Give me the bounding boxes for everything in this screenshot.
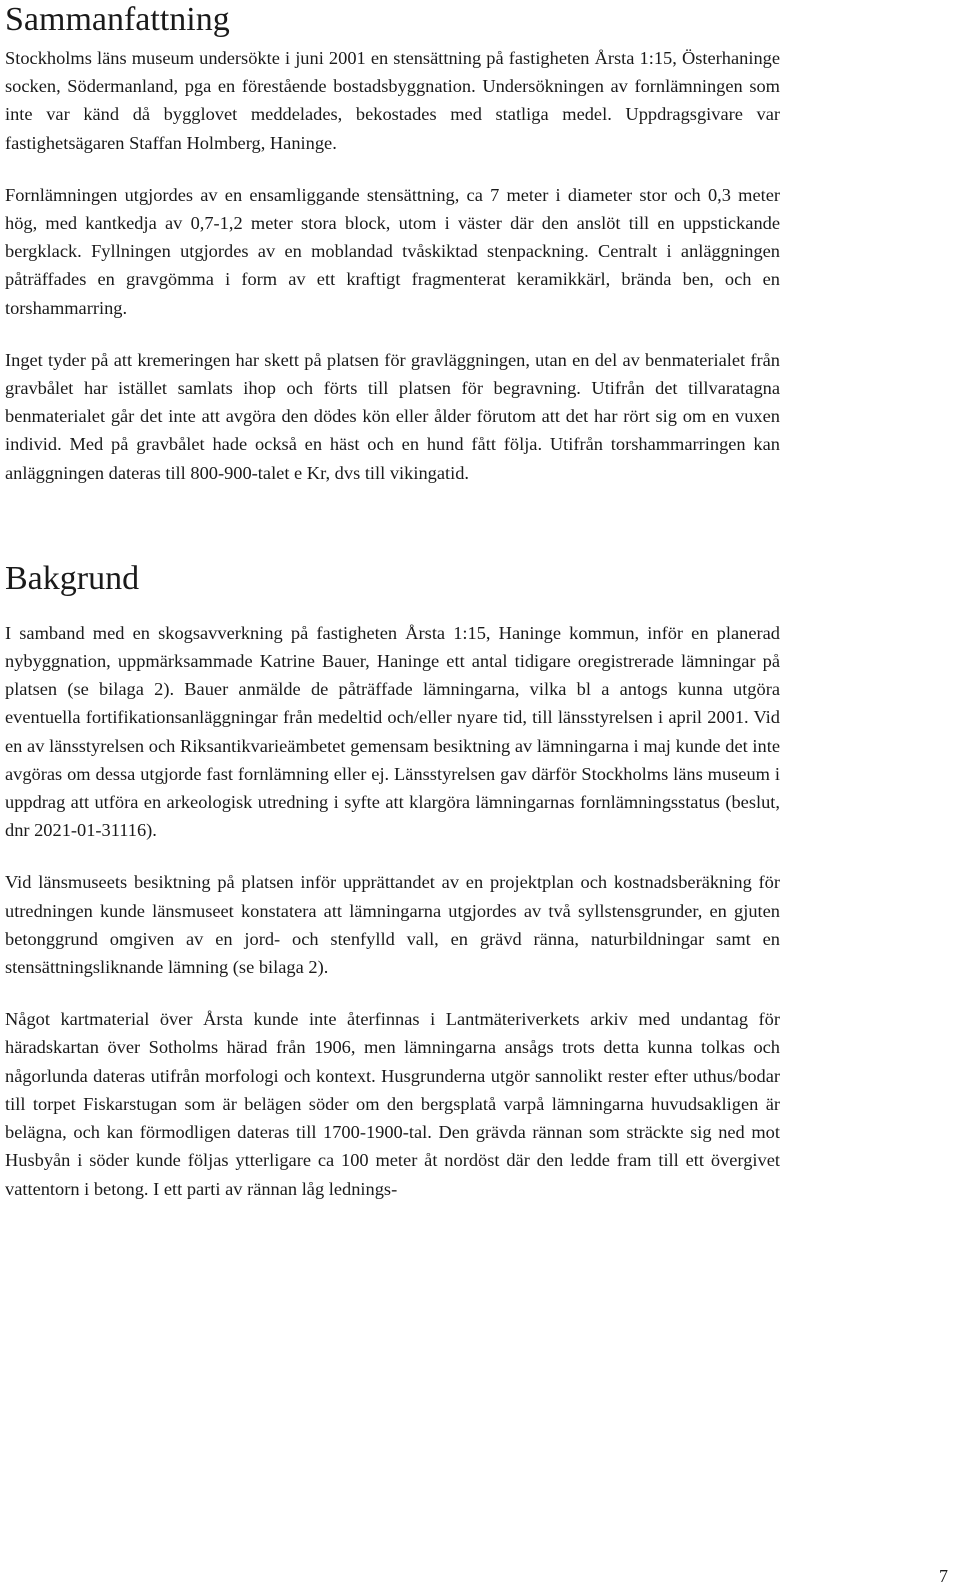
background-paragraph-1: I samband med en skogsavverkning på fastigheten Årsta 1:15, Haninge kommun, inför en planerad nybyggnation, uppmärksammade Katrine Bauer, Haninge ett antal tidigare oregistrerade lämningar på platsen (se bilaga 2). Bauer anmälde de påträffade lämningarna, vilka bl a antogs kunna utgöra eventuella fortifikationsanläggningar från medeltid och/eller nyare tid, till länsstyrelsen i april 2001. Vid en av länsstyrelsen och Riksantikvarieämbetet gemensam besiktning av lämningarna i maj kunde det inte avgöras om dessa utgjorde fast fornlämning eller ej. Länsstyrelsen gav därför Stockholms läns museum i uppdrag att utföra en arkeologisk utredning i syfte att klargöra lämningarnas fornlämningsstatus (beslut, dnr 2021-01-31116).	[5, 622, 780, 841]
summary-paragraph-3: Inget tyder på att kremeringen har skett på platsen för gravläggningen, utan en del av benmaterialet från gravbålet har istället samlats ihop och förts till platsen för begravning. Utifrån det tillvaratagna benmaterialet går det inte att avgöra den dödes kön eller ålder förutom att det har rört sig om en vuxen individ. Med på gravbålet hade också en häst och en hund fått följa. Utifrån torshammarringen kan anläggningen dateras till 800-900-talet e Kr, dvs till vikingatid.	[5, 349, 780, 483]
background-heading: Bakgrund	[5, 559, 140, 597]
background-paragraph-3: Något kartmaterial över Årsta kunde inte återfinnas i Lantmäteriverkets arkiv med undantag för häradskartan över Sotholms härad från 1906, men lämningarna ansågs trots detta kunna tolkas och någorlunda dateras utifrån morfologi och kontext. Husgrunderna utgör sannolikt rester efter uthus/bodar till torpet Fiskarstugan som är belägen söder om den bergsplatå varpå lämningarna huvudsakligen är belägna, och kan förmodligen dateras till 1700-1900-tal. Den grävda rännan som sträckte sig ned mot Husbyån i söder kunde följas ytterligare ca 100 meter åt nordöst där den ledde fram till ett övergivet vattentorn i betong. I ett parti av rännan låg lednings-	[5, 1009, 780, 1199]
page-number: 7	[939, 1566, 948, 1586]
summary-heading: Sammanfattning	[5, 1, 230, 38]
background-paragraph-2: Vid länsmuseets besiktning på platsen inför upprättandet av en projektplan och kostnadsberäkning för utredningen kunde länsmuseet konstatera att lämningarna utgjordes av två syllstensgrunder, en gjuten betonggrund omgiven av en jord- och stenfylld vall, en grävd ränna, naturbildningar samt en stensättningsliknande lämning (se bilaga 2).	[5, 872, 780, 978]
summary-paragraph-2: Fornlämningen utgjordes av en ensamliggande stensättning, ca 7 meter i diameter stor och 0,3 meter hög, med kantkedja av 0,7-1,2 meter stora block, utom i väster där den anslöt till en uppstickande bergklack. Fyllningen utgjordes av en moblandad tvåskiktad stenpackning. Centralt i anläggningen påträffades en gravgömma i form av ett kraftigt fragmenterat keramikkärl, brända ben, och en torshammarring.	[5, 184, 780, 318]
page-content	[5, 0, 780, 1227]
summary-paragraph-1: Stockholms läns museum undersökte i juni 2001 en stensättning på fastigheten Årsta 1:15, Österhaninge socken, Södermanland, pga en förestående bostadsbyggnation. Undersökningen av fornlämningen som inte var känd då bygglovet meddelades, bekostades med statliga medel. Uppdragsgivare var fastighetsägaren Staffan Holmberg, Haninge.	[5, 48, 780, 153]
